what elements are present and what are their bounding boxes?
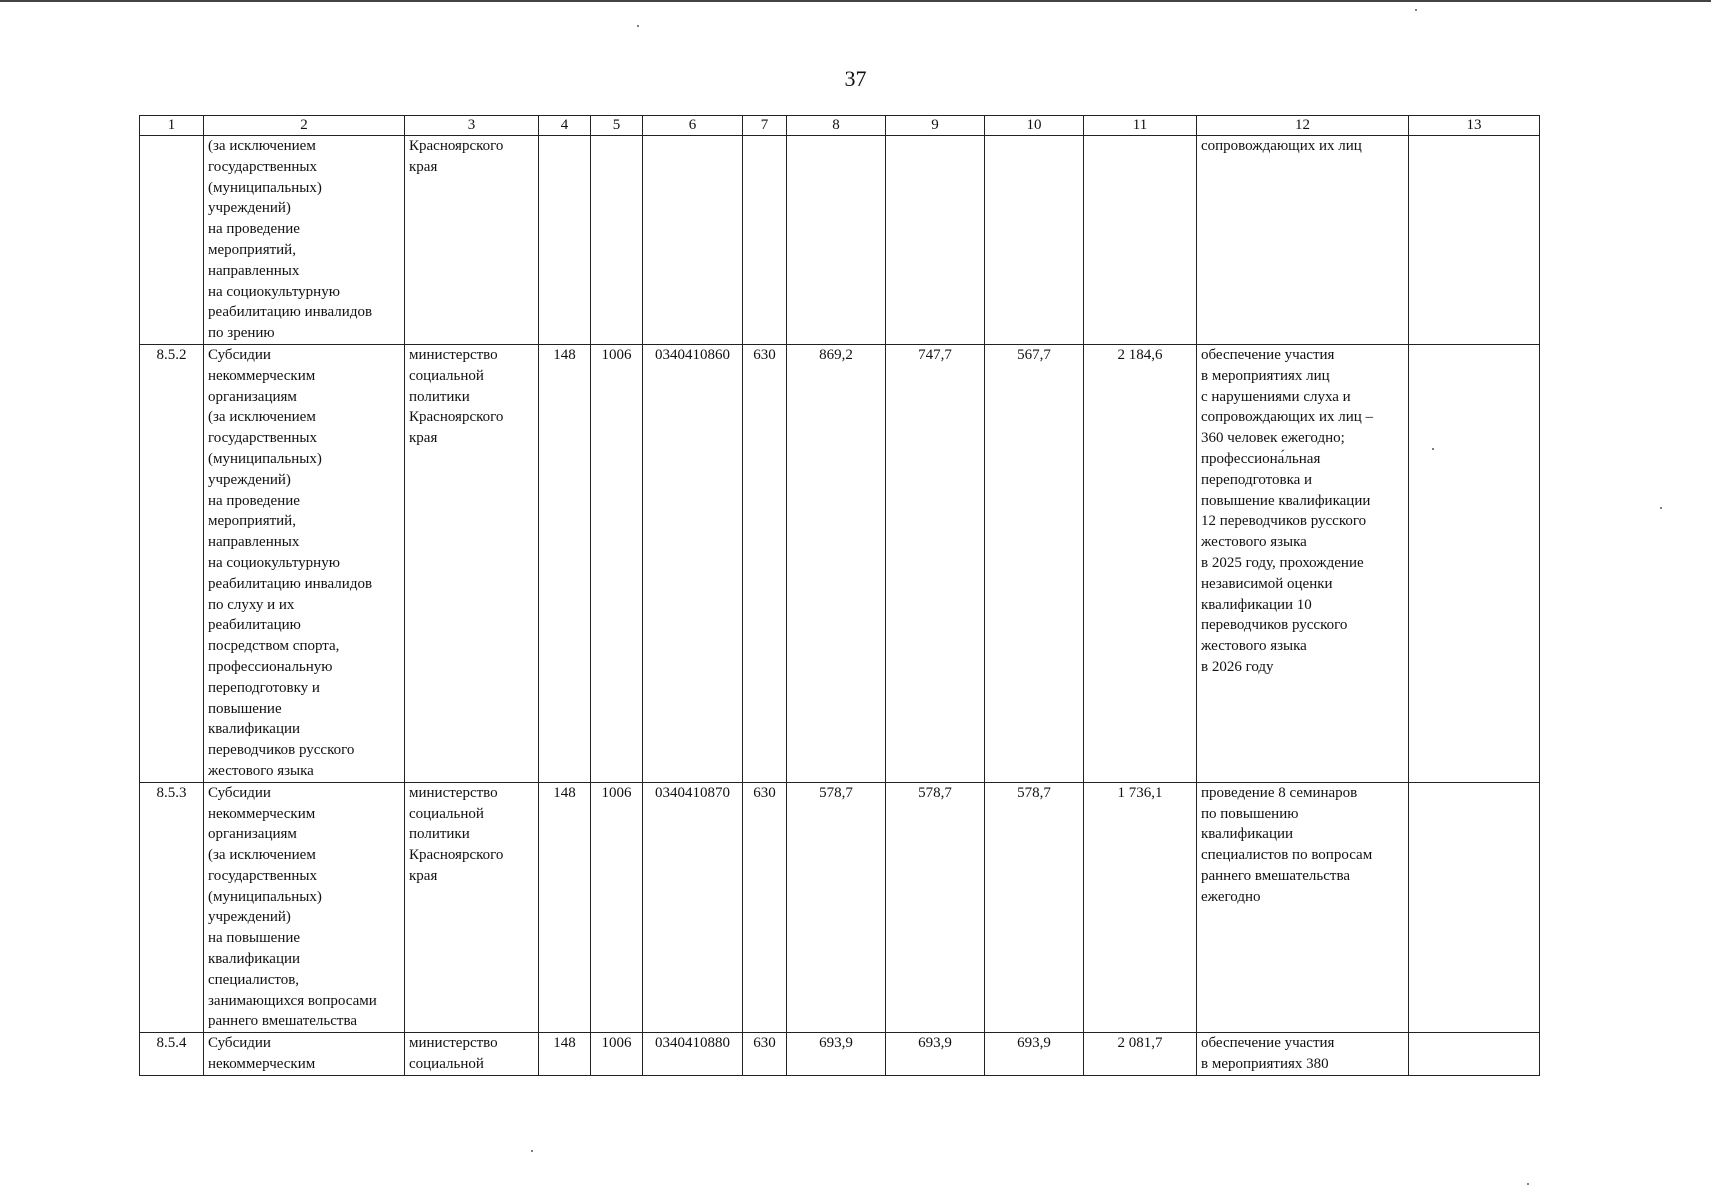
row-gp: 148 xyxy=(539,782,591,1033)
row-name: (за исключением государственных (муниципальных) учреждений) на проведение мероприятий, направленных на социокультурную реабилитацию инвалидов по зрению xyxy=(204,136,405,345)
row-value-8: 869,2 xyxy=(787,344,886,782)
row-name: Субсидии некоммерческим xyxy=(204,1033,405,1076)
row-value-10 xyxy=(985,136,1084,345)
row-target-code: 0340410880 xyxy=(643,1033,743,1076)
row-target-code: 0340410860 xyxy=(643,344,743,782)
row-id xyxy=(140,136,204,345)
row-expense-type: 630 xyxy=(743,344,787,782)
scan-speck xyxy=(1415,9,1417,11)
row-id: 8.5.4 xyxy=(140,1033,204,1076)
row-executor: министерство социальной политики Красноярского края xyxy=(405,344,539,782)
row-name: Субсидии некоммерческим организациям (за исключением государственных (муниципальных) учреждений) на повышение квалификации специалистов, занимающихся вопросами раннего вмешательства xyxy=(204,782,405,1033)
table-row xyxy=(140,1033,1540,1076)
row-value-10: 578,7 xyxy=(985,782,1084,1033)
column-header: 4 xyxy=(539,116,591,136)
row-total xyxy=(1084,136,1197,345)
column-header: 8 xyxy=(787,116,886,136)
row-total: 1 736,1 xyxy=(1084,782,1197,1033)
row-col13 xyxy=(1409,782,1540,1033)
row-target-code xyxy=(643,136,743,345)
row-name: Субсидии некоммерческим организациям (за исключением государственных (муниципальных) учреждений) на проведение мероприятий, направленных на социокультурную реабилитацию инвалидов по слуху и их реабилитацию посредством спорта, профессиональную переподготовку и повышение квалификации переводчиков русского жестового языка xyxy=(204,344,405,782)
row-gp: 148 xyxy=(539,344,591,782)
scan-speck xyxy=(1432,448,1434,450)
row-value-10: 567,7 xyxy=(985,344,1084,782)
row-executor: Красноярского края xyxy=(405,136,539,345)
row-value-9: 578,7 xyxy=(886,782,985,1033)
table-row xyxy=(140,344,1540,782)
column-header: 1 xyxy=(140,116,204,136)
row-value-8: 693,9 xyxy=(787,1033,886,1076)
row-target-code: 0340410870 xyxy=(643,782,743,1033)
row-total: 2 184,6 xyxy=(1084,344,1197,782)
column-header: 9 xyxy=(886,116,985,136)
row-result: сопровождающих их лиц xyxy=(1197,136,1409,345)
row-result: проведение 8 семинаров по повышению квалификации специалистов по вопросам раннего вмешательства ежегодно xyxy=(1197,782,1409,1033)
row-col13 xyxy=(1409,136,1540,345)
row-expense-type: 630 xyxy=(743,782,787,1033)
row-result: обеспечение участия в мероприятиях лиц с нарушениями слуха и сопровождающих их лиц – 360 человек ежегодно; профессиона́льная переподготовка и повышение квалификации 12 переводчиков русского жестового языка в 2025 году, прохождение независимой оценки квалификации 10 переводчиков русского жестового языка в 2026 году xyxy=(1197,344,1409,782)
table-row xyxy=(140,782,1540,1033)
row-section xyxy=(591,136,643,345)
scan-speck xyxy=(637,25,639,27)
budget-table xyxy=(139,115,1540,1076)
row-value-8 xyxy=(787,136,886,345)
row-executor: министерство социальной политики Красноярского края xyxy=(405,782,539,1033)
column-header: 6 xyxy=(643,116,743,136)
row-section: 1006 xyxy=(591,344,643,782)
row-value-8: 578,7 xyxy=(787,782,886,1033)
column-header: 12 xyxy=(1197,116,1409,136)
row-id: 8.5.2 xyxy=(140,344,204,782)
table-header-row xyxy=(140,116,1540,136)
column-header: 11 xyxy=(1084,116,1197,136)
row-section: 1006 xyxy=(591,1033,643,1076)
page-number: 37 xyxy=(844,66,867,91)
column-header: 3 xyxy=(405,116,539,136)
row-result: обеспечение участия в мероприятиях 380 xyxy=(1197,1033,1409,1076)
row-executor: министерство социальной xyxy=(405,1033,539,1076)
column-header: 2 xyxy=(204,116,405,136)
scan-speck xyxy=(1527,1183,1529,1185)
row-expense-type xyxy=(743,136,787,345)
table-row xyxy=(140,136,1540,345)
scan-edge-line xyxy=(0,0,1711,2)
row-value-9: 747,7 xyxy=(886,344,985,782)
column-header: 10 xyxy=(985,116,1084,136)
scan-speck xyxy=(531,1150,533,1152)
row-value-9: 693,9 xyxy=(886,1033,985,1076)
scan-speck xyxy=(1660,507,1662,509)
row-value-9 xyxy=(886,136,985,345)
column-header: 13 xyxy=(1409,116,1540,136)
row-expense-type: 630 xyxy=(743,1033,787,1076)
row-gp: 148 xyxy=(539,1033,591,1076)
column-header: 7 xyxy=(743,116,787,136)
row-section: 1006 xyxy=(591,782,643,1033)
row-value-10: 693,9 xyxy=(985,1033,1084,1076)
row-total: 2 081,7 xyxy=(1084,1033,1197,1076)
row-id: 8.5.3 xyxy=(140,782,204,1033)
row-col13 xyxy=(1409,344,1540,782)
row-gp xyxy=(539,136,591,345)
row-col13 xyxy=(1409,1033,1540,1076)
column-header: 5 xyxy=(591,116,643,136)
